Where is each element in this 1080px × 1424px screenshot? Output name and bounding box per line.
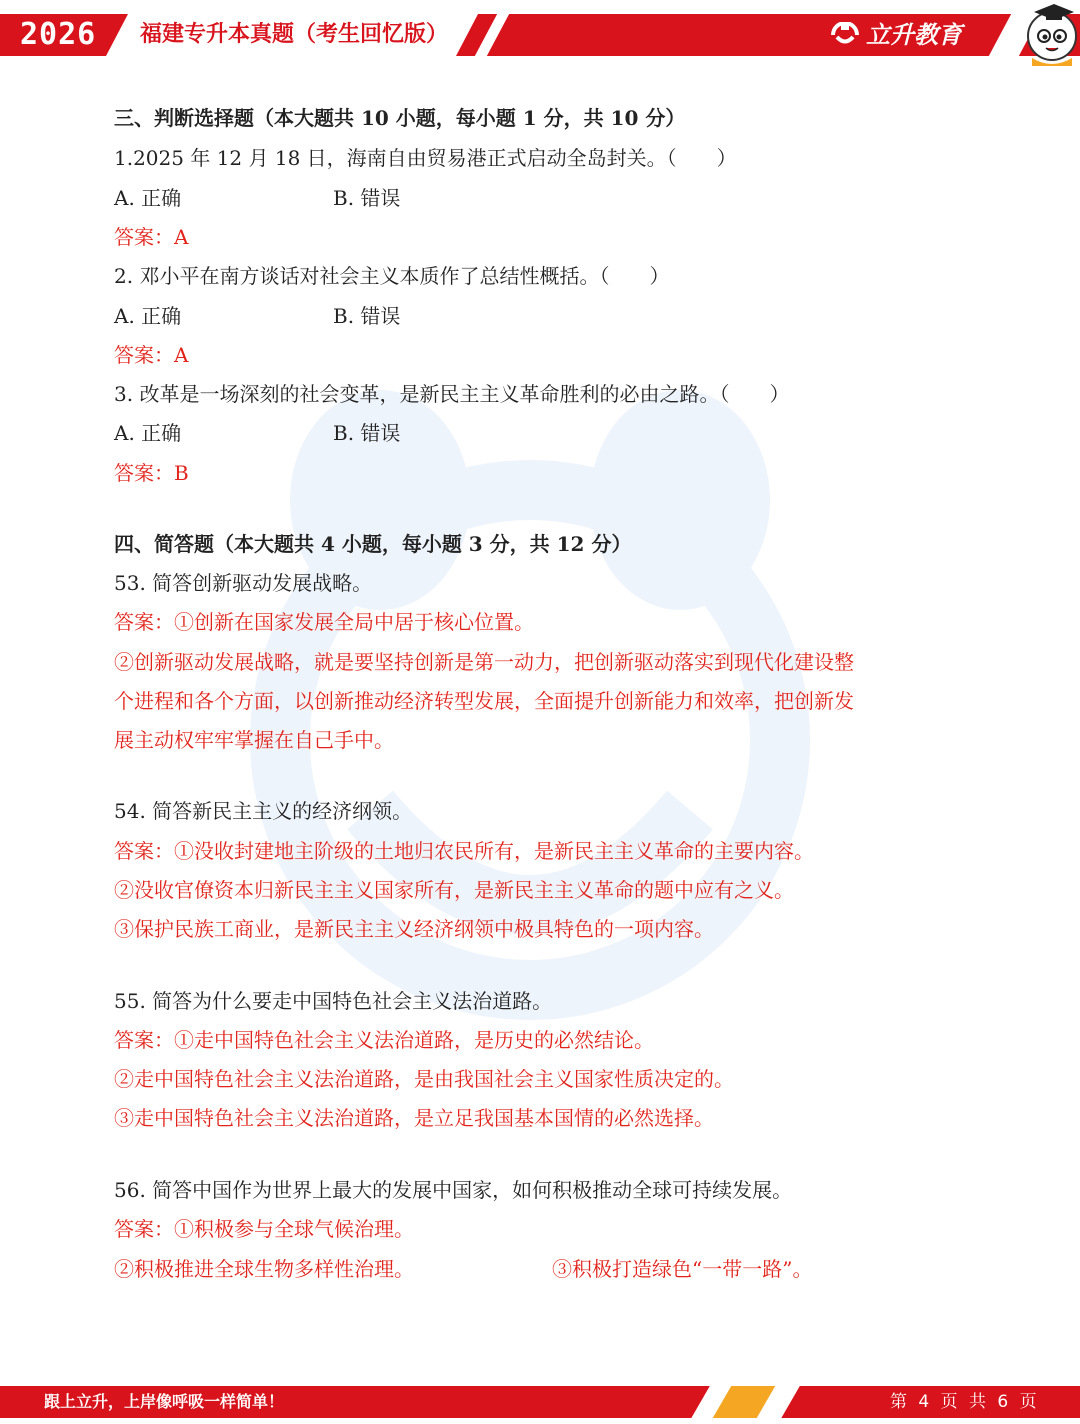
answer-line: 展主动权牢牢掌握在自己手中。 xyxy=(114,728,394,752)
answer-line: ②没收官僚资本归新民主主义国家所有，是新民主主义革命的题中应有之义。 xyxy=(114,878,794,902)
question-stem: 3. 改革是一场深刻的社会变革，是新民主主义革命胜利的必由之路。（ ） xyxy=(114,382,790,406)
brand-icon xyxy=(830,22,860,48)
answer-point: ③积极打造绿色“一带一路”。 xyxy=(552,1257,813,1281)
brand-name: 立升教育 xyxy=(866,21,962,49)
answer-line: ②创新驱动发展战略，就是要坚持创新是第一动力，把创新驱动落实到现代化建设整 xyxy=(114,650,854,674)
question-stem: 56. 简答中国作为世界上最大的发展中国家，如何积极推动全球可持续发展。 xyxy=(114,1178,793,1202)
page-number: 第 4 页 共 6 页 xyxy=(890,1392,1040,1412)
question-stem: 1.2025 年 12 月 18 日，海南自由贸易港正式启动全岛封关。（ ） xyxy=(114,146,737,170)
page-footer xyxy=(0,1382,1080,1424)
question-stem: 53. 简答创新驱动发展战略。 xyxy=(114,571,373,595)
question-stem: 2. 邓小平在南方谈话对社会主义本质作了总结性概括。（ ） xyxy=(114,264,670,288)
mascot-icon xyxy=(1020,0,1080,66)
answer-line: 答案：①积极参与全球气候治理。 xyxy=(114,1217,414,1241)
answer-line: 答案：A xyxy=(114,343,189,367)
answer-point: ②积极推进全球生物多样性治理。 xyxy=(114,1257,414,1281)
answer-line xyxy=(114,1254,914,1284)
answer-line: 个进程和各个方面，以创新推动经济转型发展，全面提升创新能力和效率，把创新发 xyxy=(114,689,854,713)
answer-line: 答案：①创新在国家发展全局中居于核心位置。 xyxy=(114,610,534,634)
option-a: A. 正确 xyxy=(114,186,182,210)
question-stem: 54. 简答新民主主义的经济纲领。 xyxy=(114,799,413,823)
footer-slogan: 跟上立升，上岸像呼吸一样简单！ xyxy=(44,1392,285,1411)
answer-line: 答案：A xyxy=(114,225,189,249)
section-title: 四、简答题（本大题共 4 小题，每小题 3 分，共 12 分） xyxy=(114,532,632,556)
answer-line: ②走中国特色社会主义法治道路，是由我国社会主义国家性质决定的。 xyxy=(114,1067,734,1091)
question-stem: 55. 简答为什么要走中国特色社会主义法治道路。 xyxy=(114,989,553,1013)
option-a: A. 正确 xyxy=(114,421,182,445)
page-header xyxy=(0,0,1080,70)
brand-logo xyxy=(830,18,962,52)
option-b: B. 错误 xyxy=(333,421,401,445)
answer-line: 答案：①没收封建地主阶级的土地归农民所有，是新民主主义革命的主要内容。 xyxy=(114,839,814,863)
header-title: 福建专升本真题（考生回忆版） xyxy=(140,22,449,47)
option-b: B. 错误 xyxy=(333,186,401,210)
answer-line: 答案：①走中国特色社会主义法治道路，是历史的必然结论。 xyxy=(114,1028,654,1052)
option-a: A. 正确 xyxy=(114,304,182,328)
answer-line: 答案：B xyxy=(114,461,189,485)
options-row xyxy=(114,183,714,213)
header-year: 2026 xyxy=(20,17,97,52)
options-row xyxy=(114,418,714,448)
option-b: B. 错误 xyxy=(333,304,401,328)
answer-line: ③走中国特色社会主义法治道路，是立足我国基本国情的必然选择。 xyxy=(114,1106,714,1130)
answer-line: ③保护民族工商业，是新民主主义经济纲领中极具特色的一项内容。 xyxy=(114,917,714,941)
options-row xyxy=(114,301,714,331)
section-title: 三、判断选择题（本大题共 10 小题，每小题 1 分，共 10 分） xyxy=(114,106,686,130)
